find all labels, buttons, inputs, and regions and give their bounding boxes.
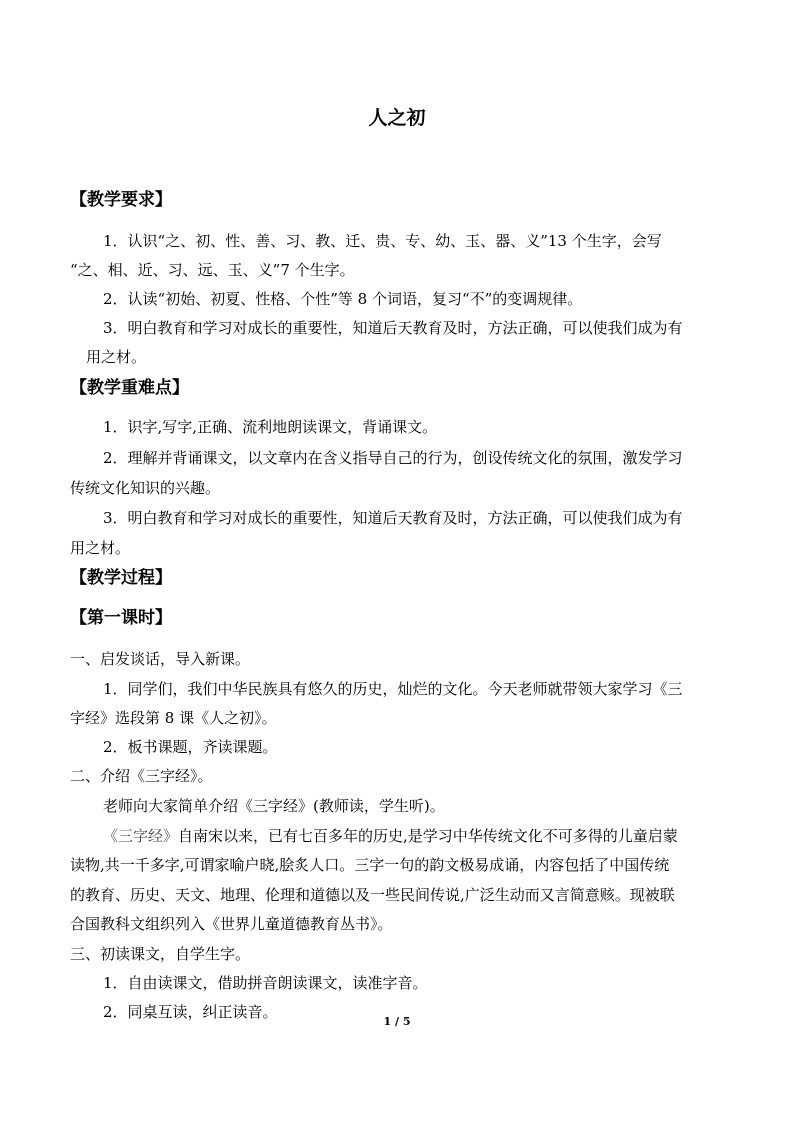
- paragraph-line: 1．认识“之、初、性、善、习、教、迁、贵、专、幼、玉、器、义”13 个生字，会写: [103, 232, 662, 250]
- book-title-quote: 《三字经》: [103, 827, 179, 845]
- paragraph-line: 2．理解并背诵课文，以文章内在含义指导自己的行为，创设传统文化的氛围，激发学习: [103, 449, 683, 467]
- paragraph-line: 1．自由读课文，借助拼音朗读课文，读准字音。: [103, 974, 428, 992]
- page-title: 人之初: [368, 107, 426, 129]
- paragraph-line: 2．认读“初始、初夏、性格、个性”等 8 个词语，复习“不”的变调规律。: [103, 290, 583, 308]
- paragraph-line: 2．同桌互读，纠正读音。: [103, 1003, 278, 1021]
- paragraph-line: 传统文化知识的兴趣。: [70, 479, 221, 497]
- paragraph-line: [103, 825, 678, 847]
- paragraph-line: 用之材。: [70, 539, 131, 557]
- page-number: 1 / 5: [383, 1015, 411, 1028]
- paragraph-line: 3．明白教育和学习对成长的重要性，知道后天教育及时，方法正确，可以使我们成为有: [103, 319, 683, 337]
- section-heading-process: 【教学过程】: [70, 568, 172, 588]
- paragraph-line: 3．明白教育和学习对成长的重要性，知道后天教育及时，方法正确，可以使我们成为有: [103, 509, 683, 527]
- paragraph-line: 三、初读课文，自学生字。: [70, 945, 251, 963]
- paragraph-line: 1．同学们，我们中华民族具有悠久的历史，灿烂的文化。今天老师就带领大家学习《三: [103, 680, 683, 698]
- paragraph-line: 的教育、历史、天文、地理、伦理和道德以及一些民间传说,广泛生动而又言简意赅。现被联: [70, 886, 675, 904]
- paragraph-line: 2．板书课题，齐读课题。: [103, 738, 278, 756]
- paragraph-line: 合国教科文组织列入《世界儿童道德教育丛书》。: [70, 915, 393, 933]
- section-heading-key-points: 【教学重难点】: [70, 378, 189, 398]
- paragraph-line: 一、启发谈话，导入新课。: [70, 650, 251, 668]
- section-heading-lesson-one: 【第一课时】: [70, 608, 172, 628]
- paragraph-line: “之、相、近、习、远、玉、义”7 个生字。: [70, 261, 355, 279]
- paragraph-text: 自南宋以来，已有七百多年的历史,是学习中华传统文化不可多得的儿童启蒙: [178, 827, 678, 845]
- paragraph-line: 用之材。: [86, 348, 147, 366]
- section-heading-requirements: 【教学要求】: [70, 190, 172, 210]
- paragraph-line: 二、介绍《三字经》。: [70, 767, 213, 785]
- paragraph-line: 1．识字,写字,正确、流利地朗读课文，背诵课文。: [103, 418, 438, 436]
- paragraph-line: 字经》选段第 8 课《人之初》。: [70, 709, 277, 727]
- paragraph-line: 老师向大家简单介绍《三字经》(教师读，学生听)。: [103, 797, 445, 815]
- paragraph-line: 读物,共一千多字,可谓家喻户晓,脍炙人口。三字一句的韵文极易成诵，内容包括了中国传统: [70, 856, 670, 874]
